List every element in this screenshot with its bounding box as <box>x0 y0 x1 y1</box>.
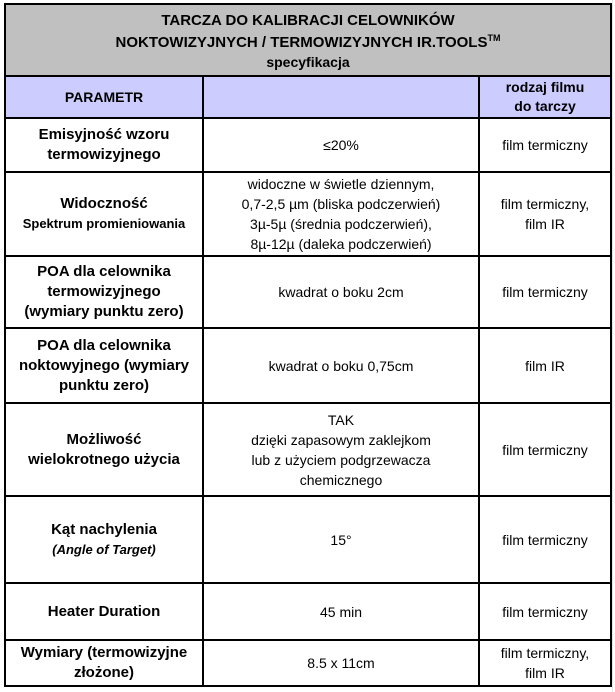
value-text: kwadrat o boku 2cm <box>278 284 404 300</box>
film-text: film IR <box>525 357 565 374</box>
header-value <box>203 76 479 118</box>
film-text: film termiczny <box>502 531 588 548</box>
table-row <box>5 118 611 172</box>
param-text: Emisyjność wzoru <box>38 126 170 143</box>
film-text: film termiczny <box>502 137 588 153</box>
param-text: (Angle of Target) <box>52 541 156 557</box>
film-cell <box>479 403 611 496</box>
param-cell <box>5 640 203 686</box>
table-row <box>5 172 611 256</box>
table-row <box>5 328 611 403</box>
film-cell <box>479 256 611 328</box>
table-row <box>5 256 611 328</box>
param-text: Heater Duration <box>47 602 161 620</box>
value-text: ≤20% <box>323 137 359 153</box>
table-row <box>5 496 611 583</box>
value-text: dzięki zapasowym zaklejkom <box>251 431 431 448</box>
header-film-line-1: rodzaj filmu <box>505 79 585 95</box>
header-film-line-2: do tarczy <box>514 98 576 114</box>
table-row <box>5 403 611 496</box>
film-cell <box>479 496 611 583</box>
param-cell <box>5 583 203 640</box>
param-text: POA dla celownika <box>37 336 171 354</box>
film-cell <box>479 118 611 172</box>
value-text: chemicznego <box>299 471 383 488</box>
film-cell <box>479 328 611 403</box>
trademark-mark: TM <box>487 32 501 43</box>
value-cell <box>203 118 479 172</box>
title-line-1: TARCZA DO KALIBRACJI CELOWNIKÓW <box>161 11 455 29</box>
film-text: film IR <box>525 665 565 681</box>
param-cell <box>5 328 203 403</box>
value-cell <box>203 328 479 403</box>
param-text: Możliwość <box>66 430 142 448</box>
value-text: TAK <box>327 411 355 428</box>
value-text: 45 min <box>319 603 363 620</box>
param-text: Widoczność <box>60 195 148 212</box>
value-text: 15° <box>330 531 352 548</box>
sheet-gridline <box>612 0 613 692</box>
film-cell <box>479 640 611 686</box>
param-text: Spektrum promieniowania <box>22 216 186 231</box>
value-cell <box>203 172 479 256</box>
film-text: film termiczny, <box>500 196 590 212</box>
title-line-2: NOKTOWIZYJNYCH / TERMOWIZYJNYCH IR.TOOLS <box>115 33 488 51</box>
value-cell <box>203 403 479 496</box>
param-cell <box>5 172 203 256</box>
param-text: termowizyjnego <box>47 283 161 300</box>
film-text: film termiczny <box>502 284 588 300</box>
value-text: 8.5 x 11cm <box>307 655 375 671</box>
table-title <box>5 4 611 76</box>
value-cell <box>203 256 479 328</box>
value-cell <box>203 496 479 583</box>
film-text: film termiczny <box>502 603 588 620</box>
value-cell <box>203 583 479 640</box>
value-text: kwadrat o boku 0,75cm <box>268 357 414 374</box>
param-text: złożone) <box>74 664 134 681</box>
param-text: (wymiary punktu zero) <box>24 303 184 320</box>
value-cell <box>203 640 479 686</box>
param-cell <box>5 496 203 583</box>
table-row <box>5 640 611 686</box>
header-param: PARAMETR <box>5 76 203 118</box>
film-cell <box>479 583 611 640</box>
param-text: Wymiary (termowizyjne <box>20 644 188 661</box>
title-subtitle: specyfikacja <box>266 53 350 70</box>
param-text: noktowyjnego (wymiary <box>18 356 190 374</box>
param-cell <box>5 118 203 172</box>
header-film <box>479 76 611 118</box>
table-row <box>5 583 611 640</box>
value-text: 0,7-2,5 µm (bliska podczerwień) <box>241 196 441 212</box>
value-text: widoczne w świetle dziennym, <box>247 176 435 192</box>
film-text: film IR <box>525 216 565 232</box>
param-cell <box>5 256 203 328</box>
param-cell <box>5 403 203 496</box>
value-text: lub z użyciem podgrzewacza <box>251 451 431 468</box>
param-text: wielokrotnego użycia <box>28 450 180 468</box>
header-row <box>5 76 611 118</box>
param-text: termowizyjnego <box>47 146 161 163</box>
param-text: Kąt nachylenia <box>51 520 157 538</box>
specification-table <box>4 3 612 687</box>
title-row <box>5 4 611 76</box>
param-text: POA dla celownika <box>37 263 171 280</box>
value-text: 3µ-5µ (średnia podczerwień), <box>250 216 432 232</box>
film-cell <box>479 172 611 256</box>
film-text: film termiczny <box>502 441 588 458</box>
param-text: punktu zero) <box>59 376 149 394</box>
value-text: 8µ-12µ (daleka podczerwień) <box>250 236 432 252</box>
film-text: film termiczny, <box>500 645 590 661</box>
